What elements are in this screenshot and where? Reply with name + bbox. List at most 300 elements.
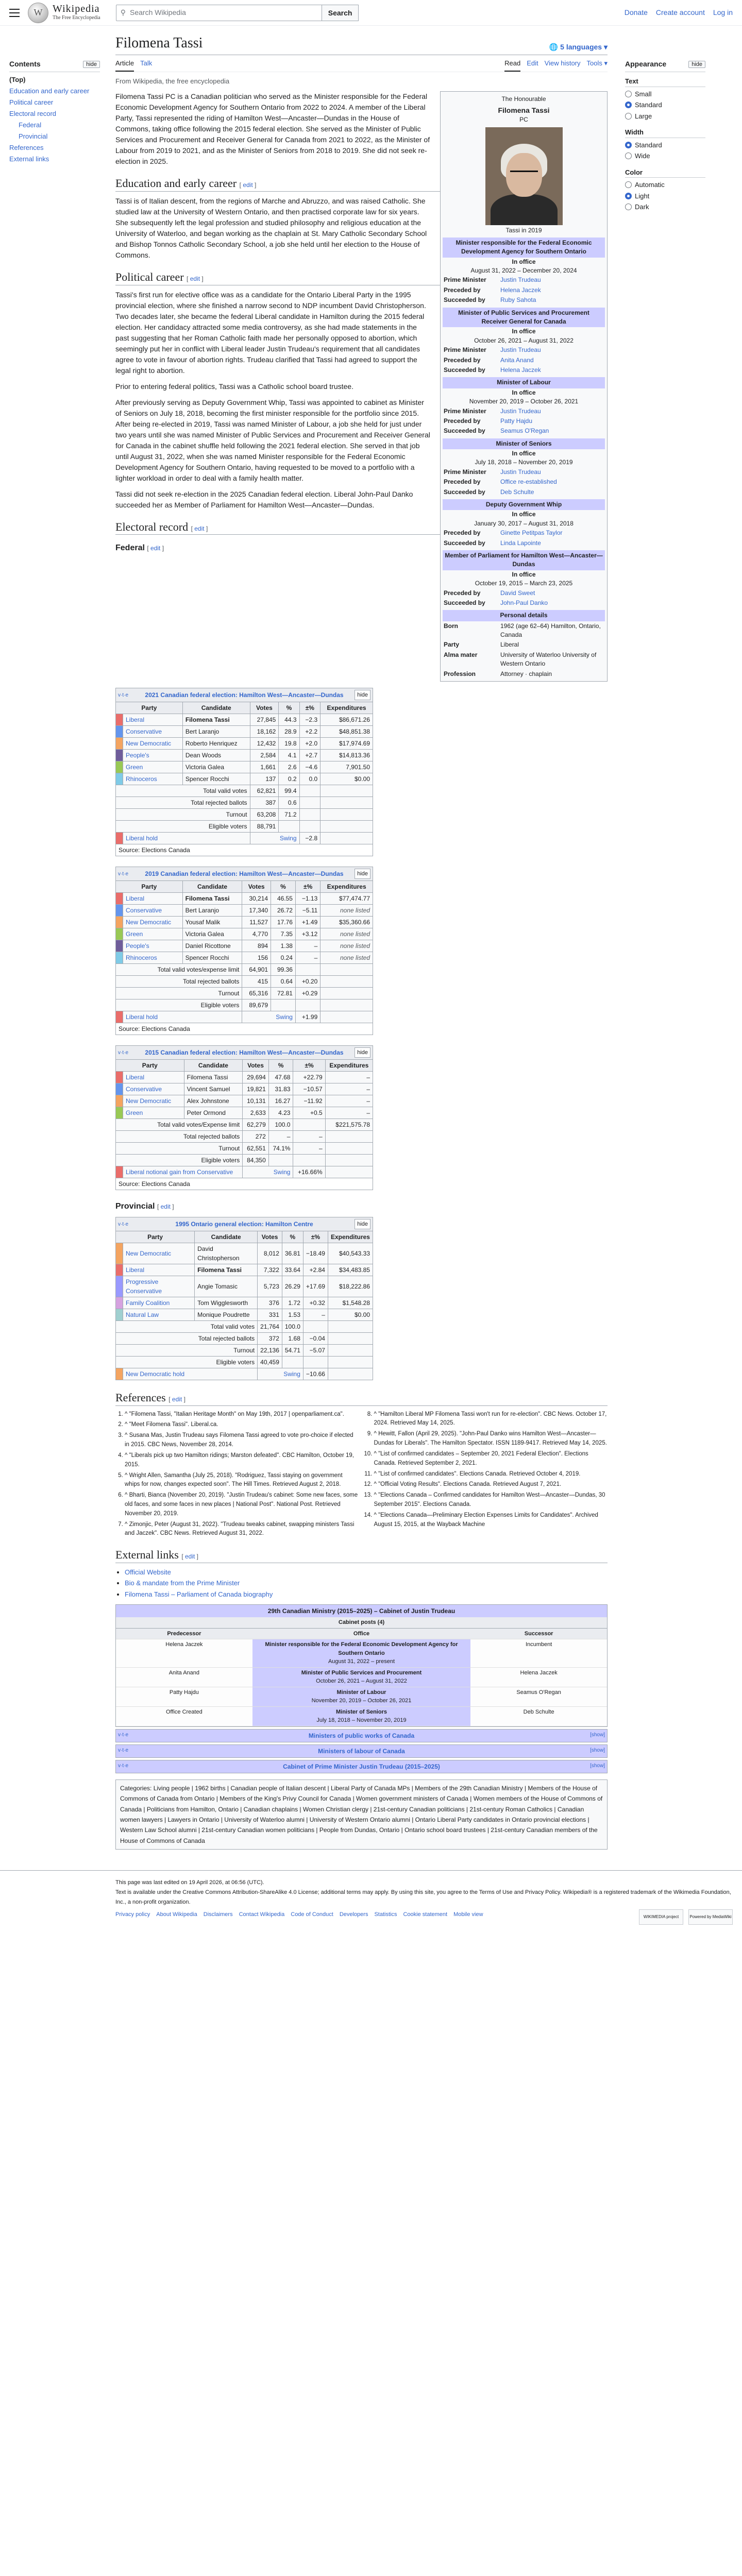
election-title-link[interactable]: 2019 Canadian federal election: Hamilton West—Ancaster—Dundas <box>145 870 344 878</box>
tab-tools[interactable]: Tools ▾ <box>586 59 608 67</box>
row-value[interactable]: Justin Trudeau <box>500 407 541 415</box>
votes: 894 <box>242 940 271 952</box>
office[interactable] <box>252 1707 471 1726</box>
width-label: Width <box>625 127 705 138</box>
hide-button[interactable]: hide <box>355 690 370 700</box>
footer-link[interactable]: Developers <box>339 1911 368 1918</box>
party-link[interactable]: New Democratic <box>126 1097 172 1105</box>
vte-links[interactable]: v·t·e <box>118 692 128 699</box>
toc-item[interactable]: Electoral record <box>9 110 57 117</box>
row-value[interactable]: John-Paul Danko <box>500 599 548 606</box>
party-link[interactable]: People's <box>126 942 149 950</box>
predecessor[interactable]: Patty Hajdu <box>116 1687 252 1707</box>
total-value <box>321 964 373 976</box>
change: −2.3 <box>299 714 321 726</box>
successor[interactable]: Seamus O'Regan <box>470 1687 607 1707</box>
total-label: Total rejected ballots <box>116 976 242 988</box>
column-header: ±% <box>303 1231 328 1243</box>
party-name[interactable] <box>123 1309 195 1321</box>
office[interactable] <box>252 1687 471 1707</box>
option-label: Large <box>635 112 652 120</box>
total-label: Total valid votes <box>116 785 250 797</box>
license-text: Text is available under the Creative Commons Attribution-ShareAlike 4.0 License; additional terms may apply. By using this site, you agree to the Terms of Use and Privacy Policy. Wikipedia® is a registered trademark of the Wikimedia Foundation, Inc., a non-profit organization. <box>115 1889 731 1905</box>
external-links-list <box>115 1567 608 1600</box>
party-link[interactable]: New Democratic <box>126 1250 172 1258</box>
navbox <box>115 1744 608 1758</box>
total-value: 387 <box>250 797 279 809</box>
toc-sidebar <box>9 26 100 1860</box>
party-link[interactable]: Family Coalition <box>126 1299 170 1307</box>
change: – <box>295 940 320 952</box>
row-label: Preceded by <box>444 417 481 425</box>
party-name[interactable] <box>123 1083 184 1095</box>
change: – <box>303 1309 328 1321</box>
navbox-show-button[interactable]: [show] <box>590 1762 605 1769</box>
candidate-row <box>116 1309 373 1321</box>
election-title-link[interactable]: 2015 Canadian federal election: Hamilton West—Ancaster—Dundas <box>145 1049 344 1057</box>
party-swatch <box>116 1309 123 1321</box>
row-value[interactable]: Helena Jaczek <box>500 286 541 294</box>
successor[interactable]: Incumbent <box>470 1639 607 1668</box>
party-swatch <box>116 1107 123 1119</box>
candidate-row <box>116 1276 373 1297</box>
office-term: July 18, 2018 – November 20, 2019 <box>316 1717 407 1724</box>
party-link[interactable]: Liberal <box>126 1074 145 1081</box>
row-value[interactable]: Office re-established <box>500 478 557 486</box>
search-input[interactable]: ⚲ Search Wikipedia <box>116 5 322 21</box>
reference-item[interactable]: 8. ^ "Hamilton Liberal MP Filomena Tassi won't run for re-election". CBC News. October 17, 2024. Retrieved May 14, 2025. <box>374 1410 608 1429</box>
navbox-show-button[interactable]: [show] <box>590 1747 605 1753</box>
row-label: Succeeded by <box>444 599 485 606</box>
party-name[interactable] <box>123 1276 195 1297</box>
appearance-hide-button[interactable]: hide <box>688 61 705 68</box>
row-value[interactable]: Seamus O'Regan <box>500 427 549 435</box>
party-name[interactable] <box>123 714 183 726</box>
navbox-show-button[interactable]: [show] <box>590 1732 605 1738</box>
row-label: Prime Minister <box>444 468 486 476</box>
navbox-title-link[interactable]: Cabinet of Prime Minister Justin Trudeau (2015–2025) <box>283 1762 440 1770</box>
office-name: Minister responsible for the Federal Economic Development Agency for Southern Ontario <box>265 1641 458 1656</box>
reference-item[interactable]: 3. ^ Susana Mas, Justin Trudeau says Filomena Tassi agreed to vote pro-choice if elected in 2015. CBC News, November 28, 2014. <box>125 1431 359 1450</box>
total-value: 74.1% <box>268 1143 293 1155</box>
image-caption: Tassi in 2019 <box>505 227 542 234</box>
office-name: Minister of Labour <box>336 1689 386 1696</box>
row-value[interactable]: Anita Anand <box>500 356 534 364</box>
total-value <box>282 1357 303 1368</box>
office[interactable] <box>252 1639 471 1668</box>
total-value <box>293 1119 325 1131</box>
row-value[interactable]: Helena Jaczek <box>500 366 541 374</box>
party-swatch <box>116 1083 123 1095</box>
party-link[interactable]: Conservative <box>126 1086 162 1093</box>
edit-link[interactable]: edit <box>172 1396 182 1403</box>
party-link[interactable]: Green <box>126 1109 143 1117</box>
party-swatch <box>116 952 123 964</box>
header-link-log-in[interactable]: Log in <box>713 8 733 16</box>
header-link-donate[interactable]: Donate <box>624 8 648 16</box>
reference-item[interactable]: 9. ^ Hewitt, Fallon (April 29, 2025). "John-Paul Danko wins Hamilton West—Ancaster—Dundas for Liberals". The Hamilton Spectator. ISSN 1189-9417. Retrieved May 14, 2025. <box>374 1430 608 1448</box>
party-swatch <box>116 738 123 750</box>
term-label: In office <box>512 328 536 335</box>
toc-item[interactable]: External links <box>9 155 49 163</box>
percent: 19.8 <box>279 738 299 750</box>
edit-link[interactable]: edit <box>194 524 205 532</box>
votes: 30,214 <box>242 893 271 905</box>
party-name[interactable] <box>123 1072 184 1083</box>
cabinet-subtitle: Cabinet posts (4) <box>116 1617 607 1628</box>
infobox-row <box>443 528 605 538</box>
candidate-row <box>116 917 373 928</box>
heading-references: References [ edit ] <box>115 1391 608 1406</box>
candidate-name: Filomena Tassi <box>195 1264 258 1276</box>
party-link[interactable]: Conservative <box>126 907 162 914</box>
candidate-row <box>116 952 373 964</box>
site-header <box>0 0 742 26</box>
row-value[interactable]: Justin Trudeau <box>500 346 541 354</box>
total-value: 62,279 <box>243 1119 269 1131</box>
reference-item[interactable]: 14. ^ "Elections Canada—Preliminary Election Expenses Limits for Candidates". Archived August 15, 2015, at the Wayback Machine <box>374 1511 608 1530</box>
tab-article[interactable]: Article <box>115 58 134 72</box>
footer-link[interactable]: Code of Conduct <box>291 1911 333 1918</box>
predecessor[interactable]: Anita Anand <box>116 1668 252 1687</box>
row-label: Preceded by <box>444 478 481 486</box>
party-name[interactable] <box>123 773 183 785</box>
election-title-link[interactable]: 1995 Ontario general election: Hamilton Centre <box>175 1221 313 1228</box>
row-label: Party <box>444 641 460 649</box>
column-header: % <box>282 1231 303 1243</box>
party-name[interactable] <box>123 738 183 750</box>
term-label: In office <box>512 570 536 578</box>
footer-link[interactable]: Cookie statement <box>403 1911 448 1918</box>
row-value[interactable]: Patty Hajdu <box>500 417 533 425</box>
total-value: 21,764 <box>258 1321 282 1333</box>
personal-row <box>443 621 605 640</box>
party-link[interactable]: Rhinoceros <box>126 775 157 783</box>
infobox-row <box>443 416 605 426</box>
page-footer <box>0 1870 742 1935</box>
toc-item[interactable]: (Top) <box>9 76 26 83</box>
total-value: 372 <box>258 1333 282 1345</box>
office-term: November 20, 2019 – October 26, 2021 <box>311 1698 412 1704</box>
total-row <box>116 1333 373 1345</box>
option-light[interactable] <box>625 191 705 201</box>
party-name[interactable] <box>123 940 183 952</box>
office-title[interactable]: Minister of Public Services and Procurement Receiver General for Canada <box>443 308 605 328</box>
language-button[interactable]: 🌐 5 languages ▾ <box>549 43 608 52</box>
expenditures: none listed <box>321 940 373 952</box>
option-dark[interactable] <box>625 202 705 212</box>
result-row <box>116 1166 373 1178</box>
party-name[interactable] <box>123 750 183 761</box>
office-title[interactable]: Deputy Government Whip <box>443 499 605 510</box>
result-link[interactable]: Liberal hold <box>126 835 158 842</box>
heading-political-career: Political career [ edit ] <box>115 270 608 285</box>
total-value <box>271 999 296 1011</box>
successor[interactable]: Deb Schulte <box>470 1707 607 1726</box>
personal-details-header: Personal details <box>443 610 605 621</box>
edit-link[interactable]: edit <box>150 545 161 552</box>
infobox-row <box>443 598 605 608</box>
total-label: Total rejected ballots <box>116 797 250 809</box>
toc-item[interactable]: References <box>9 144 44 151</box>
mediawiki-logo[interactable]: Powered by MediaWiki <box>688 1909 733 1925</box>
edit-link[interactable]: edit <box>160 1203 171 1211</box>
total-value: 40,459 <box>258 1357 282 1368</box>
footer-link[interactable]: About Wikipedia <box>156 1911 197 1918</box>
candidate-name: Daniel Ricottone <box>182 940 242 952</box>
party-link[interactable]: Green <box>126 930 143 938</box>
vte-links[interactable]: v·t·e <box>118 1222 128 1228</box>
total-value <box>268 1155 293 1166</box>
change: −11.92 <box>293 1095 325 1107</box>
party-name[interactable] <box>123 1264 195 1276</box>
party-link[interactable]: People's <box>126 752 149 759</box>
cabinet-header: Predecessor <box>116 1629 252 1640</box>
hide-button[interactable]: hide <box>355 869 370 879</box>
row-value[interactable]: Deb Schulte <box>500 488 534 496</box>
vte-links[interactable]: v·t·e <box>118 1762 128 1769</box>
toc-item[interactable]: Education and early career <box>9 87 90 95</box>
total-value: 0.64 <box>271 976 296 988</box>
term-dates: November 20, 2019 – October 26, 2021 <box>469 398 579 405</box>
total-value: 272 <box>243 1131 269 1143</box>
row-label: Succeeded by <box>444 296 485 304</box>
tab-view-history[interactable]: View history <box>544 59 581 67</box>
party-name[interactable] <box>123 761 183 773</box>
total-value <box>321 785 373 797</box>
vte-links[interactable]: v·t·e <box>118 871 128 877</box>
votes: 12,432 <box>250 738 279 750</box>
party-link[interactable]: Green <box>126 764 143 771</box>
change: −10.57 <box>293 1083 325 1095</box>
portrait-image[interactable] <box>485 127 563 225</box>
candidate-row <box>116 1095 373 1107</box>
total-label: Total rejected ballots <box>116 1333 258 1345</box>
reference-item[interactable]: 12. ^ "Official Voting Results". Elections Canada. Retrieved August 7, 2021. <box>374 1480 608 1489</box>
reference-item[interactable]: 6. ^ Bharti, Bianca (November 20, 2019). "Justin Trudeau's cabinet: Some new faces, some old faces, and some faces in new places | National Post". National Post. Retrieved November 20, 2019. <box>125 1491 359 1518</box>
external-link[interactable]: Official Website <box>125 1568 171 1576</box>
edit-link[interactable]: edit <box>190 275 200 282</box>
candidate-name: Victoria Galea <box>182 761 250 773</box>
hide-button[interactable]: hide <box>355 1047 370 1058</box>
party-name[interactable] <box>123 905 183 917</box>
office-title[interactable]: Minister of Labour <box>443 377 605 388</box>
party-name[interactable] <box>123 893 183 905</box>
column-header: % <box>268 1060 293 1072</box>
candidate-row <box>116 1083 373 1095</box>
party-name[interactable] <box>123 726 183 738</box>
radio-icon <box>625 193 632 199</box>
office[interactable] <box>252 1668 471 1687</box>
change: −1.13 <box>295 893 320 905</box>
footer-link[interactable]: Statistics <box>374 1911 397 1918</box>
vte-links[interactable]: v·t·e <box>118 1732 128 1738</box>
option-standard[interactable] <box>625 100 705 110</box>
footer-link[interactable]: Mobile view <box>453 1911 483 1918</box>
party-swatch <box>116 905 123 917</box>
swing-link[interactable]: Swing <box>273 1168 291 1176</box>
expenditures: 7,901.50 <box>321 761 373 773</box>
wikimedia-logo[interactable]: WIKIMEDIA project <box>639 1909 683 1925</box>
election-title-link[interactable]: 2021 Canadian federal election: Hamilton West—Ancaster—Dundas <box>145 691 344 699</box>
party-swatch <box>116 1368 123 1380</box>
search-button[interactable]: Search <box>322 5 359 21</box>
candidate-row <box>116 726 373 738</box>
hide-button[interactable]: hide <box>355 1219 370 1229</box>
total-value <box>293 1155 325 1166</box>
tab-read[interactable]: Read <box>504 58 520 72</box>
toc-item[interactable]: Provincial <box>19 132 48 140</box>
total-value: – <box>268 1131 293 1143</box>
wikipedia-logo[interactable] <box>28 3 100 23</box>
predecessor[interactable]: Office Created <box>116 1707 252 1726</box>
party-swatch <box>116 1095 123 1107</box>
reference-item[interactable]: 1. ^ "Filomena Tassi, "Italian Heritage Month" on May 19th, 2017 | openparliament.ca". <box>125 1410 359 1419</box>
header-link-create-account[interactable]: Create account <box>655 8 705 16</box>
row-value[interactable]: Ruby Sahota <box>500 296 536 304</box>
votes: 2,633 <box>243 1107 269 1119</box>
reference-item[interactable]: 10. ^ "List of confirmed candidates – September 20, 2021 Federal Election". Elections Canada. Retrieved September 2, 2021. <box>374 1450 608 1468</box>
external-link[interactable]: Filomena Tassi – Parliament of Canada biography <box>125 1590 273 1598</box>
vte-links[interactable]: v·t·e <box>118 1050 128 1056</box>
party-link[interactable]: Conservative <box>126 728 162 736</box>
change: 0.0 <box>299 773 321 785</box>
party-name[interactable] <box>123 1095 184 1107</box>
party-link[interactable]: Liberal <box>126 1266 145 1274</box>
expenditures: none listed <box>321 952 373 964</box>
row-value[interactable]: Linda Lapointe <box>500 539 541 547</box>
edit-link[interactable]: edit <box>184 1553 195 1561</box>
main-menu-icon[interactable] <box>9 9 20 17</box>
table-caption <box>116 688 373 702</box>
row-value[interactable]: Justin Trudeau <box>500 468 541 476</box>
result-link[interactable]: New Democratic hold <box>126 1370 185 1378</box>
option-automatic[interactable] <box>625 180 705 190</box>
navbox-title-link[interactable]: Ministers of public works of Canada <box>308 1732 415 1739</box>
reference-item[interactable]: 11. ^ "List of confirmed candidates". Elections Canada. Retrieved October 4, 2019. <box>374 1470 608 1479</box>
option-label: Small <box>635 90 652 98</box>
party-name[interactable] <box>123 917 183 928</box>
office-title[interactable]: Minister of Seniors <box>443 438 605 449</box>
total-value: 100.0 <box>268 1119 293 1131</box>
total-value: – <box>293 1131 325 1143</box>
option-standard[interactable] <box>625 140 705 150</box>
percent: 4.23 <box>268 1107 293 1119</box>
swing-value: −2.8 <box>299 833 321 844</box>
option-large[interactable] <box>625 111 705 122</box>
expenditures: $0.00 <box>328 1309 373 1321</box>
party-name[interactable] <box>123 928 183 940</box>
term-label: In office <box>512 450 536 457</box>
row-value[interactable]: Ginette Petitpas Taylor <box>500 529 563 537</box>
successor[interactable]: Helena Jaczek <box>470 1668 607 1687</box>
toc-item[interactable]: Federal <box>19 121 42 129</box>
vte-links[interactable]: v·t·e <box>118 1747 128 1753</box>
office-title[interactable]: Member of Parliament for Hamilton West—Ancaster—Dundas <box>443 550 605 570</box>
option-small[interactable] <box>625 89 705 99</box>
reference-item[interactable]: 7. ^ Zimonjic, Peter (August 31, 2022). "Trudeau tweaks cabinet, swapping ministers Tassi and Jaczek". CBC News. Retrieved August 31, 2022. <box>125 1520 359 1539</box>
reference-item[interactable]: 2. ^ "Meet Filomena Tassi". Liberal.ca. <box>125 1420 359 1430</box>
predecessor[interactable]: Helena Jaczek <box>116 1639 252 1668</box>
swing-link[interactable]: Swing <box>276 1013 293 1021</box>
reference-item[interactable]: 5. ^ Wright Allen, Samantha (July 25, 2018). "Rodriguez, Tassi staying on government whips for now, changes expected soon". The Hill Times. Retrieved August 2, 2018. <box>125 1471 359 1490</box>
toc-hide-button[interactable]: hide <box>83 61 100 68</box>
column-header: Votes <box>258 1231 282 1243</box>
row-label: Prime Minister <box>444 407 486 415</box>
total-row <box>116 1119 373 1131</box>
party-link[interactable]: Progressive Conservative <box>126 1278 162 1295</box>
party-link[interactable]: Liberal <box>126 716 145 724</box>
party-link[interactable]: New Democratic <box>126 919 172 926</box>
total-value <box>325 1143 373 1155</box>
party-swatch <box>116 1276 123 1297</box>
total-value: 63,208 <box>250 809 279 821</box>
office-title[interactable]: Minister responsible for the Federal Economic Development Agency for Southern Ontario <box>443 238 605 258</box>
footer-link[interactable]: Contact Wikipedia <box>239 1911 285 1918</box>
election-table <box>115 688 373 856</box>
reference-item[interactable]: 13. ^ "Elections Canada – Confirmed candidates for Hamilton West—Ancaster—Dundas, 30 September 2015". Elections Canada. <box>374 1491 608 1510</box>
tab-talk[interactable]: Talk <box>140 59 153 67</box>
party-swatch <box>116 1243 123 1264</box>
result-link[interactable]: Liberal notional gain from Conservative <box>126 1168 233 1176</box>
result-link[interactable]: Liberal hold <box>126 1013 158 1021</box>
total-row <box>116 1345 373 1357</box>
total-value: 1.68 <box>282 1333 303 1345</box>
total-value <box>279 821 299 833</box>
external-link[interactable]: Bio & mandate from the Prime Minister <box>125 1579 240 1587</box>
reference-item[interactable]: 4. ^ "Liberals pick up two Hamilton ridings; Marston defeated". CBC Hamilton, October 19, 2015. <box>125 1451 359 1470</box>
votes: 137 <box>250 773 279 785</box>
toc-item[interactable]: Political career <box>9 98 54 106</box>
party-link[interactable]: Liberal <box>126 895 145 903</box>
page-tabs <box>115 55 608 72</box>
column-header: Expenditures <box>321 881 373 893</box>
row-label: Succeeded by <box>444 539 485 547</box>
party-name[interactable] <box>123 1107 184 1119</box>
option-wide[interactable] <box>625 151 705 161</box>
party-name[interactable] <box>123 952 183 964</box>
total-value <box>295 964 320 976</box>
swing-link[interactable]: Swing <box>279 835 297 842</box>
percent: 17.76 <box>271 917 296 928</box>
navbox-title-link[interactable]: Ministers of labour of Canada <box>318 1747 405 1755</box>
party-link[interactable]: Natural Law <box>126 1311 159 1319</box>
total-row <box>116 999 373 1011</box>
tab-edit[interactable]: Edit <box>527 59 538 67</box>
result <box>123 1368 258 1380</box>
option-label: Automatic <box>635 181 665 189</box>
row-value[interactable]: David Sweet <box>500 589 535 597</box>
party-name[interactable] <box>123 1243 195 1264</box>
row-value[interactable]: Justin Trudeau <box>500 276 541 284</box>
radio-icon <box>625 152 632 159</box>
table-source: Source: Elections Canada <box>116 1023 373 1035</box>
candidate-row <box>116 750 373 761</box>
category-links[interactable]: Categories: Living people | 1962 births | Canadian people of Italian descent | Liberal Party of Canada MPs | Members of the 29th Canadian Ministry | Members of the House of Commons of Canada from Ontario | Members of the King's Privy Council for Canada | Women government ministers of Canada | Women members of the House of Commons of Canada | Politicians from Hamilton, Ontario | Canadian chaplains | Women Christian clergy | 21st-century Canadian politicians | 21st-century Roman Catholics | Canadian women lawyers | Lawyers in Ontario | University of Waterloo alumni | University of Western Ontario alumni | Ontario Liberal Party candidates in Ontario provincial elections | Western Law School alumni | 21st-century Canadian women politicians | People from Dundas, Ontario | Ontario school board trustees | 21st-century Canadian members of the House of Commons of Canada <box>115 1780 608 1850</box>
party-link[interactable]: New Democratic <box>126 740 172 748</box>
party-link[interactable]: Rhinoceros <box>126 954 157 962</box>
change: −4.6 <box>299 761 321 773</box>
edit-link[interactable]: edit <box>243 181 253 189</box>
swing-link[interactable]: Swing <box>283 1370 300 1378</box>
party-swatch <box>116 1297 123 1309</box>
total-value: 88,791 <box>250 821 279 833</box>
party-name[interactable] <box>123 1297 195 1309</box>
votes: 11,527 <box>242 917 271 928</box>
term-dates: August 31, 2022 – December 20, 2024 <box>470 267 577 275</box>
footer-link[interactable]: Disclaimers <box>203 1911 233 1918</box>
footer-link[interactable]: Privacy policy <box>115 1911 150 1918</box>
